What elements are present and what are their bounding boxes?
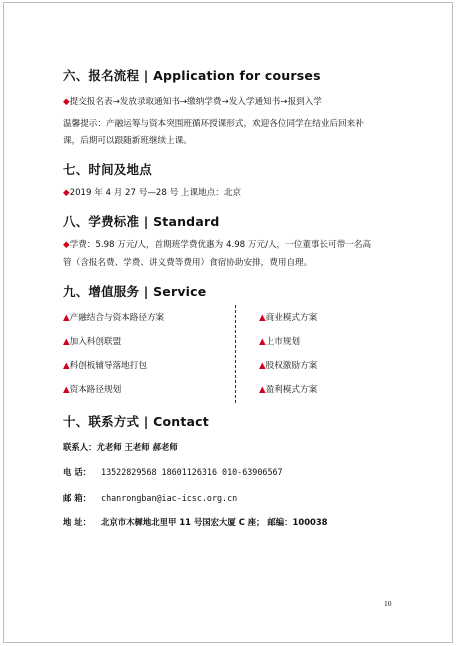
service-item-label: 商业模式方案 [265,313,318,323]
triangle-icon: ▲ [63,385,70,395]
service-item [259,335,300,347]
service-item [63,383,121,395]
contact-persons [63,441,178,453]
fee-text-1: 学费：5.98 万元/人，首期班学费优惠为 4.98 万元/人，一位董事长可带一名高 [69,240,372,250]
fee-line-1 [63,238,371,250]
section-title-application: 六、报名流程 | Application for courses [63,68,321,83]
service-item-label: 科创板辅导落地打包 [69,361,147,371]
triangle-icon: ▲ [63,361,70,371]
service-item [63,359,147,371]
service-item-label: 产融结合与资本路径方案 [69,313,165,323]
tip-line-2: 课，后期可以跟随新班继续上课。 [63,136,192,146]
contact-email [63,492,237,504]
triangle-icon: ▲ [259,385,266,395]
application-flow [63,95,322,107]
section-title-service: 九、增值服务 | Service [63,284,207,299]
service-item [259,359,317,371]
service-item [259,383,317,395]
service-item [63,335,121,347]
triangle-icon: ▲ [259,361,266,371]
contacts-label: 联系人： [63,442,97,452]
fee-line-2: 管（含报名费、学费、讲义费等费用）食宿协助安排，费用自理。 [63,258,313,268]
contacts-value: 尤老师 王老师 郝老师 [96,442,178,452]
service-item-label: 股权激励方案 [265,361,318,371]
email-label: 邮 箱： [63,493,92,503]
diamond-icon: ◆ [63,188,70,198]
triangle-icon: ▲ [259,313,266,323]
triangle-icon: ▲ [63,337,70,347]
address-value: 北京市木樨地北里甲 11 号国宏大厦 C 座； 邮编：100038 [101,517,328,527]
diamond-icon: ◆ [63,97,70,107]
section-title-time-place: 七、时间及地点 [63,162,152,177]
service-grid [63,311,363,403]
service-item-label: 盈利模式方案 [265,385,318,395]
contact-phone [63,466,283,478]
page-number: 10 [384,599,392,608]
section-title-standard: 八、学费标准 | Standard [63,214,220,229]
phone-value: 13522829568 18601126316 010-63906567 [101,467,283,477]
email-value[interactable]: chanrongban@iac-icsc.org.cn [101,493,238,503]
service-item [259,311,317,323]
service-item [63,311,164,323]
service-item-label: 资本路径规划 [69,385,122,395]
service-item-label: 加入科创联盟 [69,337,122,347]
contact-address [63,516,328,528]
triangle-icon: ▲ [63,313,70,323]
triangle-icon: ▲ [259,337,266,347]
diamond-icon: ◆ [63,240,70,250]
tip-line-1: 温馨提示：产融运筹与资本突围班循环授课形式，欢迎各位同学在结业后回来补 [63,119,364,129]
time-place-line [63,186,241,198]
flow-text: 提交报名表→发放录取通知书→缴纳学费→发入学通知书→报到入学 [69,97,322,107]
address-label: 地 址： [63,517,92,527]
section-title-contact: 十、联系方式 | Contact [63,414,209,429]
service-item-label: 上市规划 [265,337,300,347]
phone-label: 电 话： [63,467,92,477]
time-place-text: 2019 年 4 月 27 号—28 号 上课地点：北京 [69,188,242,198]
